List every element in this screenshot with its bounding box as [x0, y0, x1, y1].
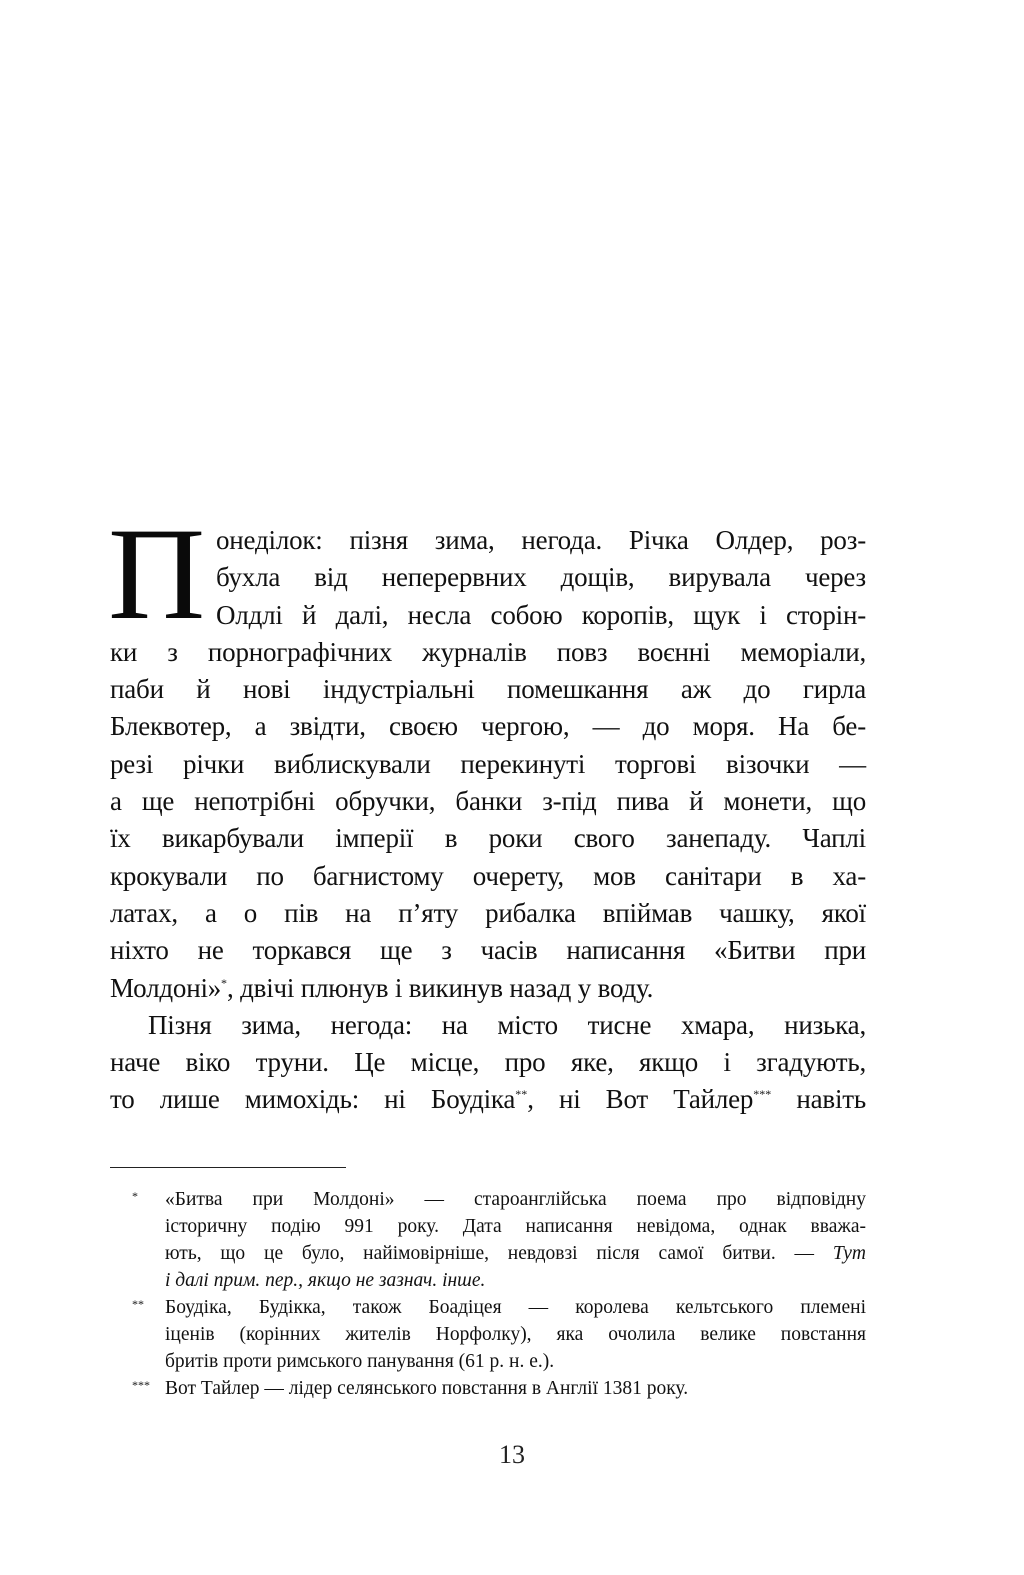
text-line: резі річки виблискували перекинуті торгові візочки —	[110, 748, 866, 779]
text-line: бухла від неперервних дощів, вирувала через	[216, 562, 866, 593]
text-line: наче віко труни. Це місце, про яке, якщо і згадують,	[110, 1047, 866, 1078]
footnote-1	[110, 1186, 866, 1294]
text-line: латах, а о пів на п’яту рибалка впіймав чашку, якої	[110, 897, 866, 928]
footnote-text: ють, що це було, найімовірніше, невдовзі після самої битви. —	[165, 1243, 833, 1264]
footnote-marker: ***	[132, 1378, 150, 1392]
text-line: Блеквотер, а звідти, своєю чергою, — до моря. На бе-	[110, 711, 866, 742]
footnote-line: «Битва при Молдоні» — староанглійська поема про відповідну	[165, 1189, 866, 1210]
footnote-line: бритів проти римського панування (61 р. н. е.).	[165, 1351, 555, 1372]
footnote-2	[110, 1294, 866, 1375]
text-line: а ще непотрібні обручки, банки з-під пива й монети, що	[110, 786, 866, 817]
footnote-italic-text: Тут	[832, 1243, 866, 1264]
footnote-line: Боудіка, Будікка, також Боадіцея — королева кельтського племені	[165, 1297, 866, 1318]
text-line	[110, 970, 866, 1007]
text-line: онеділок: пізня зима, негода. Річка Олдер, роз-	[216, 525, 866, 555]
footnote-line	[165, 1240, 866, 1267]
text-line: їх викарбували імперії в роки свого занепаду. Чаплі	[110, 823, 866, 854]
text-line: крокували по багнистому очерету, мов санітари в ха-	[110, 860, 866, 891]
text-line: Олдлі й далі, несла собою коропів, щук і сторін-	[216, 599, 866, 630]
footnote-ref-2[interactable]: **	[515, 1087, 528, 1102]
text-line: Пізня зима, негода: на місто тисне хмара, низька,	[148, 1009, 866, 1040]
footnote-marker: **	[132, 1297, 144, 1311]
footnote-line: і далі прим. пер., якщо не зазнач. інше.	[165, 1270, 486, 1291]
text-line: ніхто не торкався ще з часів написання «Битви при	[110, 935, 866, 966]
text-fragment: навіть	[771, 1084, 866, 1115]
text-line	[110, 1081, 866, 1118]
footnote-marker: *	[132, 1189, 138, 1203]
drop-cap: П	[108, 500, 206, 647]
footnote-line: Вот Тайлер — лідер селянського повстання в Англії 1381 року.	[165, 1378, 689, 1399]
footnote-ref-3[interactable]: ***	[753, 1087, 772, 1102]
footnote-line: іценів (корінних жителів Норфолку), яка очолила велике повстання	[165, 1324, 866, 1345]
footnote-3	[110, 1375, 866, 1402]
main-text	[110, 522, 866, 1119]
text-fragment: то лише мимохідь: ні Боудіка	[110, 1084, 516, 1115]
text-fragment: Молдоні»	[110, 972, 222, 1003]
page-number: 13	[499, 1440, 525, 1469]
footnotes	[110, 1186, 866, 1402]
footnote-ref-1[interactable]: *	[221, 975, 228, 990]
text-fragment: , двічі плюнув і викинув назад у воду.	[227, 972, 654, 1003]
text-fragment: , ні Вот Тайлер	[527, 1084, 754, 1115]
footnote-line: історичну подію 991 року. Дата написання невідома, однак вважа-	[165, 1216, 866, 1237]
text-line: паби й нові індустріальні помешкання аж до гирла	[110, 674, 866, 705]
text-line: ки з порнографічних журналів повз воєнні меморіали,	[110, 636, 866, 667]
footnote-divider	[110, 1167, 346, 1168]
